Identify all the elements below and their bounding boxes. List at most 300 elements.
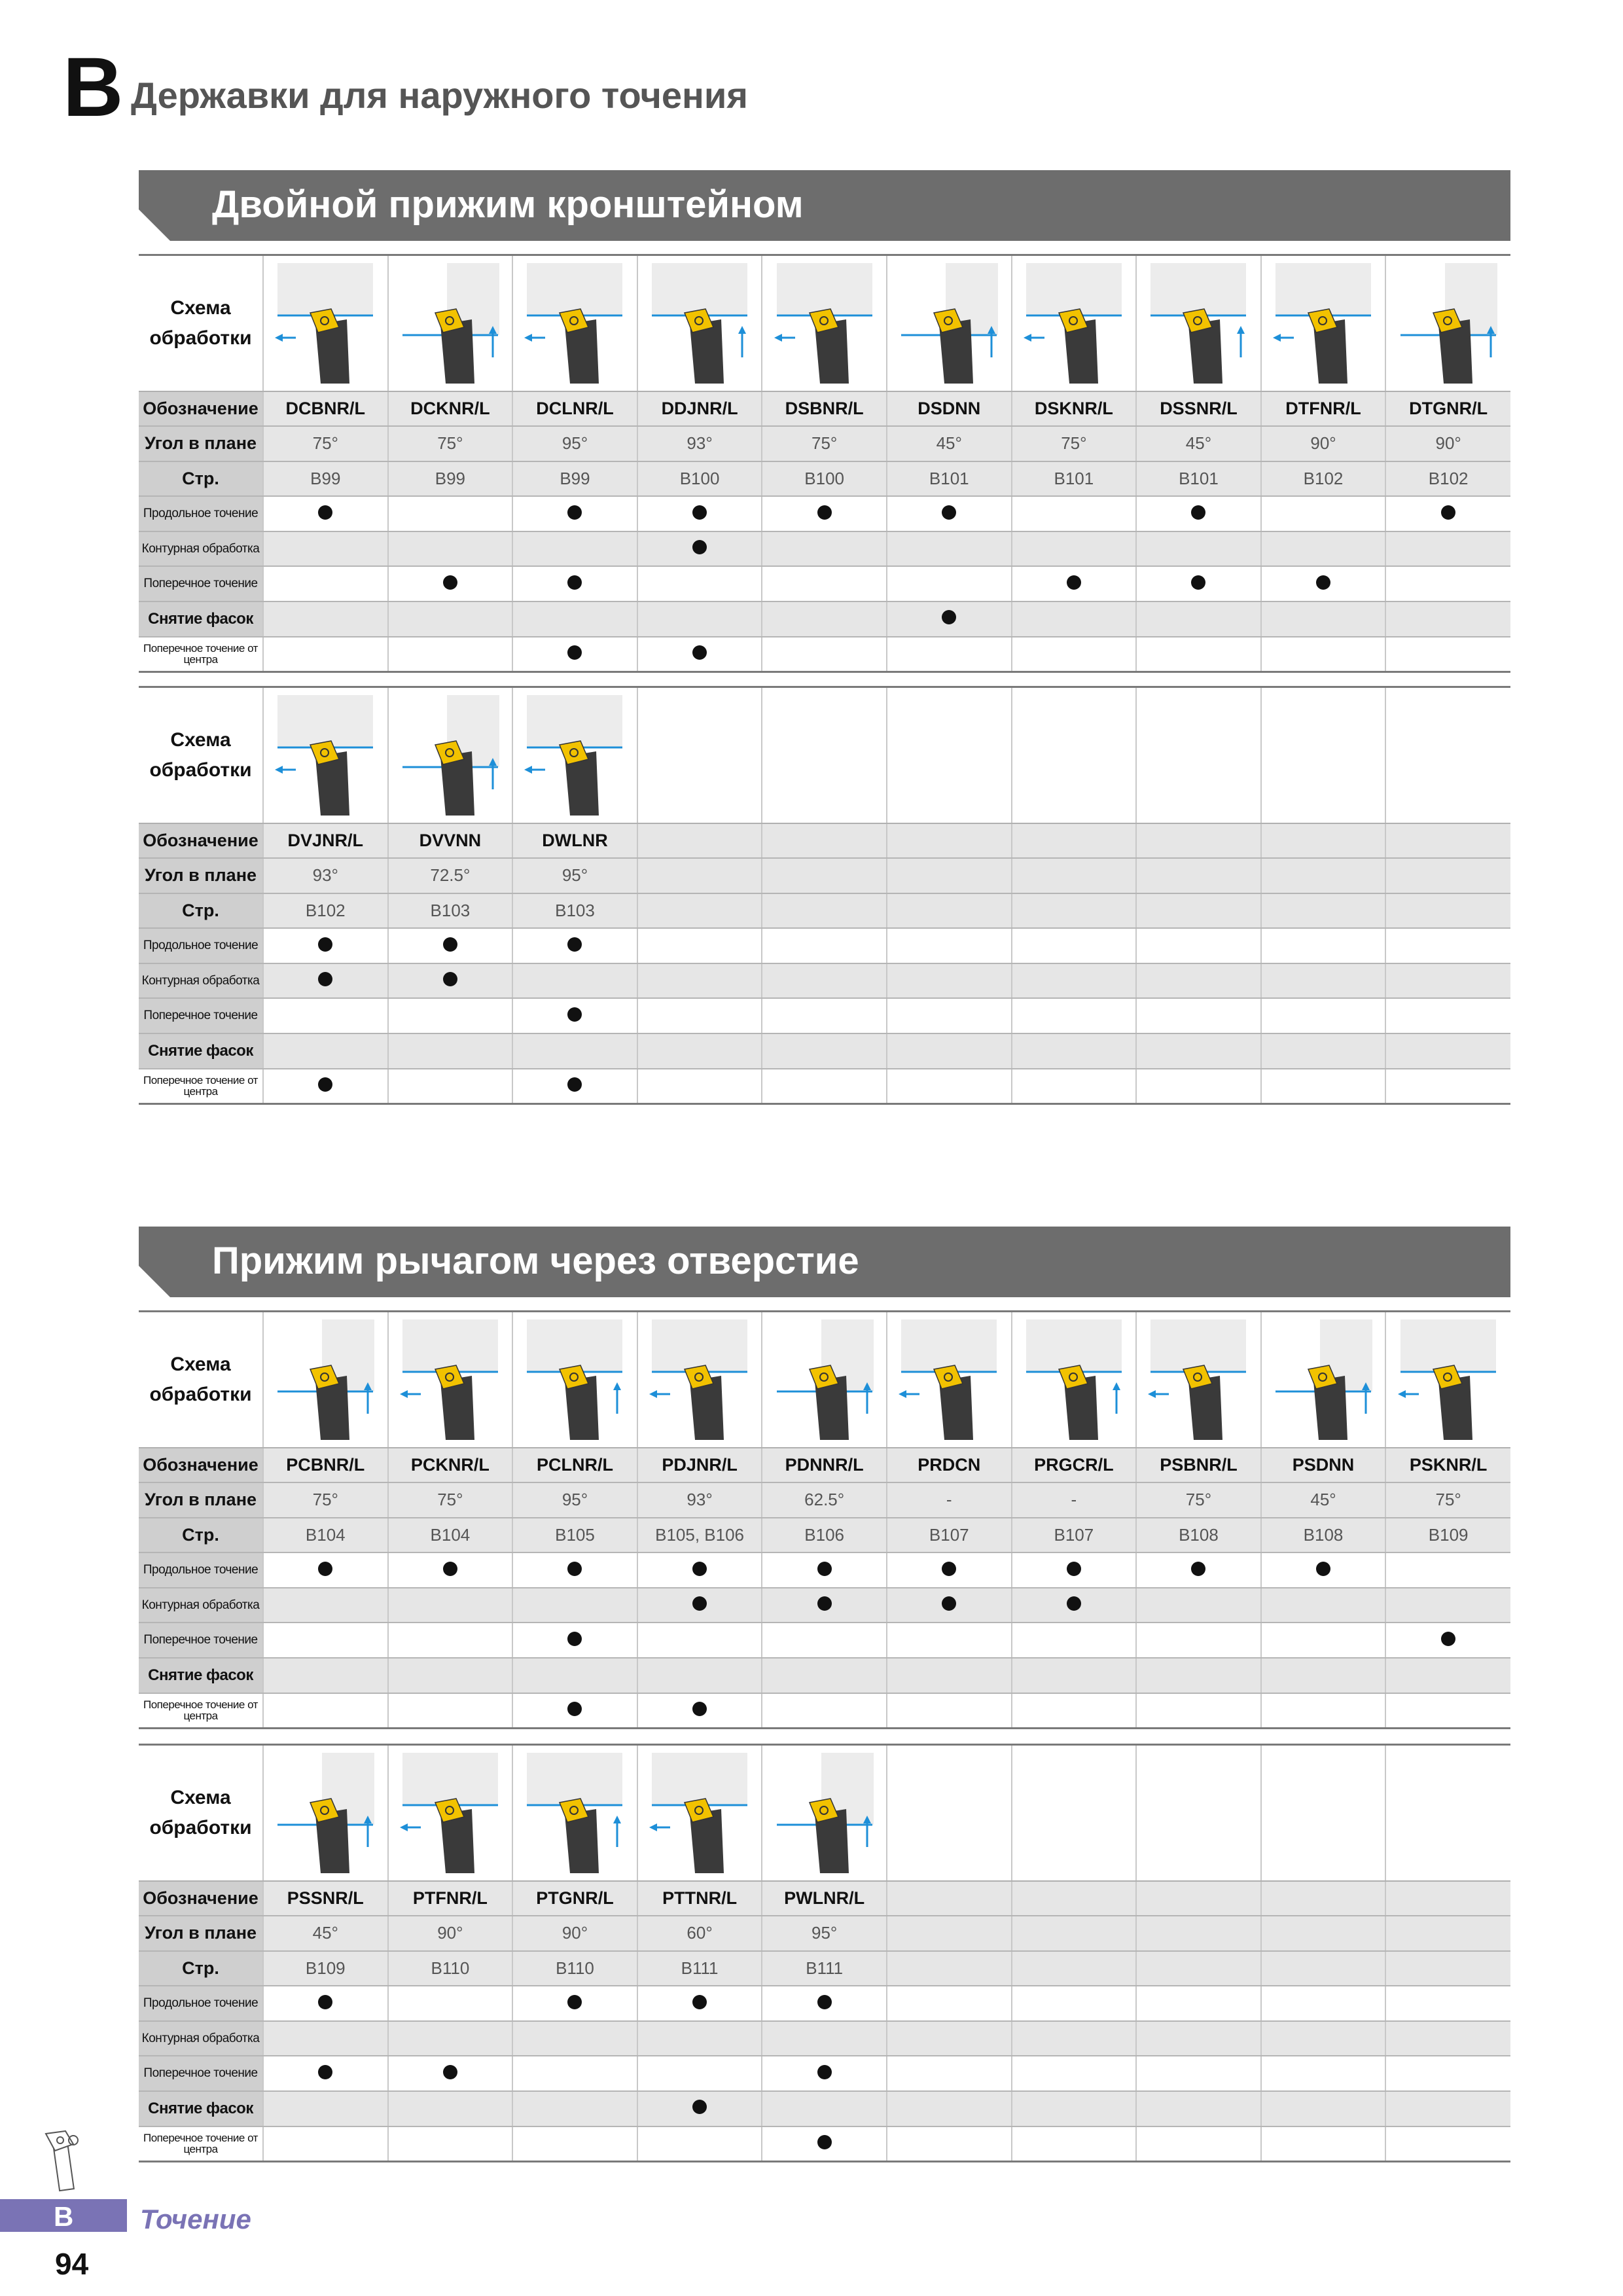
tool-code: DCKNR/L — [388, 391, 513, 427]
op-cell — [1136, 2091, 1261, 2126]
applicable-dot-icon — [318, 505, 332, 520]
op-cell — [1012, 998, 1137, 1033]
tool-page: B100 — [762, 461, 887, 497]
op-cell — [263, 1588, 388, 1623]
row-label-chamfer: Снятие фасок — [139, 601, 263, 637]
row-label-longitudinal: Продольное точение — [139, 1552, 263, 1588]
tool-table-1b — [139, 686, 1510, 1105]
row-label-contour: Контурная обработка — [139, 963, 263, 999]
op-cell — [1012, 1069, 1137, 1104]
tool-code: DSDNN — [887, 391, 1012, 427]
tool-schematic-icon — [769, 259, 880, 387]
row-label-angle: Угол в плане — [139, 1482, 263, 1518]
empty-cell — [1261, 1916, 1386, 1951]
tool-table-2b — [139, 1744, 1510, 2162]
op-cell — [1012, 496, 1137, 531]
op-cell — [762, 1069, 887, 1104]
op-cell — [762, 1693, 887, 1729]
op-cell — [762, 963, 887, 999]
tool-schematic — [388, 1745, 513, 1881]
tool-angle: 75° — [1012, 426, 1137, 461]
op-cell — [1012, 1552, 1137, 1588]
empty-cell — [1385, 1951, 1510, 1986]
tool-angle: 75° — [1136, 1482, 1261, 1518]
applicable-dot-icon — [817, 2065, 832, 2079]
applicable-dot-icon — [817, 1995, 832, 2009]
tool-code: DSBNR/L — [762, 391, 887, 427]
applicable-dot-icon — [1067, 1596, 1081, 1611]
chapter-tab-letter: B — [54, 2201, 74, 2232]
applicable-dot-icon — [318, 1995, 332, 2009]
applicable-dot-icon — [1191, 505, 1205, 520]
op-cell — [1012, 531, 1137, 567]
op-cell — [1385, 1986, 1510, 2021]
row-label-chamfer: Снятие фасок — [139, 2091, 263, 2126]
tool-schematic-icon — [395, 1749, 506, 1877]
tool-schematic-icon — [1268, 1316, 1379, 1444]
tool-page: B101 — [1012, 461, 1137, 497]
tool-schematic-icon — [1143, 259, 1254, 387]
row-label-designation: Обозначение — [139, 1448, 263, 1483]
applicable-dot-icon — [817, 505, 832, 520]
op-cell — [637, 998, 762, 1033]
op-cell — [887, 2021, 1012, 2056]
applicable-dot-icon — [1067, 1562, 1081, 1576]
op-cell — [263, 928, 388, 963]
op-cell — [637, 496, 762, 531]
op-cell — [762, 1986, 887, 2021]
op-cell — [1385, 928, 1510, 963]
page-title: Державки для наружного точения — [131, 75, 748, 116]
tool-angle: 60° — [637, 1916, 762, 1951]
op-cell — [1136, 1658, 1261, 1693]
row-label-chamfer: Снятие фасок — [139, 1033, 263, 1069]
row-label-scheme: Схема обработки — [139, 1312, 263, 1448]
op-cell — [1012, 1623, 1137, 1658]
tool-page: B101 — [1136, 461, 1261, 497]
tool-page: B108 — [1136, 1518, 1261, 1553]
applicable-dot-icon — [692, 1562, 707, 1576]
op-cell — [263, 566, 388, 601]
op-cell — [1012, 2021, 1137, 2056]
op-cell — [1136, 2056, 1261, 2091]
row-label-contour: Контурная обработка — [139, 1588, 263, 1623]
tool-code: DSKNR/L — [1012, 391, 1137, 427]
op-cell — [762, 1033, 887, 1069]
empty-cell — [1385, 1916, 1510, 1951]
tool-schematic — [637, 1312, 762, 1448]
op-cell — [637, 566, 762, 601]
op-cell — [637, 1658, 762, 1693]
tool-angle: 90° — [1261, 426, 1386, 461]
tool-schematic-icon — [395, 259, 506, 387]
empty-cell — [1261, 893, 1386, 929]
op-cell — [1261, 1658, 1386, 1693]
empty-cell — [1261, 823, 1386, 859]
tool-angle: - — [887, 1482, 1012, 1518]
op-cell — [512, 1693, 637, 1729]
op-cell — [263, 2091, 388, 2126]
tool-table-1a — [139, 254, 1510, 673]
tool-code: PTFNR/L — [388, 1881, 513, 1916]
op-cell — [637, 928, 762, 963]
row-label-chamfer: Снятие фасок — [139, 1658, 263, 1693]
applicable-dot-icon — [318, 1077, 332, 1092]
op-cell — [512, 1986, 637, 2021]
tool-angle: 90° — [388, 1916, 513, 1951]
section-banner-1 — [139, 170, 1510, 241]
tool-schematic-icon — [644, 1316, 755, 1444]
empty-cell — [762, 687, 887, 823]
applicable-dot-icon — [1441, 505, 1455, 520]
op-cell — [1136, 531, 1261, 567]
tool-angle: 45° — [263, 1916, 388, 1951]
op-cell — [388, 496, 513, 531]
empty-cell — [1136, 1916, 1261, 1951]
tool-angle: 45° — [1136, 426, 1261, 461]
tool-page: B109 — [1385, 1518, 1510, 1553]
tool-code: PCLNR/L — [512, 1448, 637, 1483]
op-cell — [1012, 637, 1137, 672]
tool-angle: 75° — [263, 426, 388, 461]
row-label-designation: Обозначение — [139, 391, 263, 427]
tool-schematic — [263, 687, 388, 823]
op-cell — [512, 1588, 637, 1623]
tool-page: B103 — [512, 893, 637, 929]
empty-cell — [1136, 1881, 1261, 1916]
tool-angle: 75° — [263, 1482, 388, 1518]
tool-page: B107 — [1012, 1518, 1137, 1553]
tool-schematic-icon — [769, 1316, 880, 1444]
op-cell — [887, 2056, 1012, 2091]
op-cell — [263, 1658, 388, 1693]
empty-cell — [1261, 1745, 1386, 1881]
applicable-dot-icon — [567, 1632, 582, 1646]
tool-code: PTTNR/L — [637, 1881, 762, 1916]
section-banner-2 — [139, 1227, 1510, 1297]
op-cell — [263, 2021, 388, 2056]
op-cell — [1012, 1658, 1137, 1693]
page-number: 94 — [55, 2247, 89, 2281]
tool-schematic-icon — [270, 1749, 381, 1877]
op-cell — [887, 1069, 1012, 1104]
applicable-dot-icon — [1441, 1632, 1455, 1646]
tool-code: DCBNR/L — [263, 391, 388, 427]
section-title: Прижим рычагом через отверстие — [212, 1240, 859, 1282]
row-label-transverse: Поперечное точение — [139, 2056, 263, 2091]
empty-cell — [1136, 1745, 1261, 1881]
op-cell — [1385, 1069, 1510, 1104]
tool-page: B99 — [512, 461, 637, 497]
tool-angle: 95° — [512, 858, 637, 893]
op-cell — [1385, 531, 1510, 567]
turning-tool-icon — [39, 2127, 92, 2196]
op-cell — [637, 963, 762, 999]
applicable-dot-icon — [567, 1007, 582, 1022]
tool-code: PTGNR/L — [512, 1881, 637, 1916]
op-cell — [512, 1658, 637, 1693]
op-cell — [887, 1623, 1012, 1658]
tool-angle: 75° — [388, 426, 513, 461]
applicable-dot-icon — [692, 2100, 707, 2114]
op-cell — [887, 1033, 1012, 1069]
tool-page: B111 — [637, 1951, 762, 1986]
tool-schematic — [263, 1312, 388, 1448]
tool-page: B105, B106 — [637, 1518, 762, 1553]
op-cell — [1385, 2056, 1510, 2091]
applicable-dot-icon — [817, 1596, 832, 1611]
tool-code: DCLNR/L — [512, 391, 637, 427]
empty-cell — [1261, 1881, 1386, 1916]
applicable-dot-icon — [692, 540, 707, 554]
op-cell — [512, 2021, 637, 2056]
tool-code: DVVNN — [388, 823, 513, 859]
tool-page: B101 — [887, 461, 1012, 497]
op-cell — [762, 2056, 887, 2091]
tool-code: DDJNR/L — [637, 391, 762, 427]
row-label-contour: Контурная обработка — [139, 531, 263, 567]
op-cell — [762, 1552, 887, 1588]
op-cell — [1261, 1069, 1386, 1104]
op-cell — [263, 1069, 388, 1104]
applicable-dot-icon — [318, 937, 332, 952]
op-cell — [637, 531, 762, 567]
tool-code: DVJNR/L — [263, 823, 388, 859]
applicable-dot-icon — [567, 1702, 582, 1716]
op-cell — [1261, 496, 1386, 531]
tool-schematic-icon — [1018, 1316, 1130, 1444]
empty-cell — [887, 687, 1012, 823]
op-cell — [1261, 2021, 1386, 2056]
applicable-dot-icon — [817, 1562, 832, 1576]
op-cell — [887, 637, 1012, 672]
op-cell — [512, 998, 637, 1033]
op-cell — [388, 2126, 513, 2162]
row-label-transverse: Поперечное точение — [139, 998, 263, 1033]
chapter-tab-label: Точение — [140, 2204, 251, 2234]
tool-schematic-icon — [270, 691, 381, 819]
op-cell — [1136, 637, 1261, 672]
tool-code: PSSNR/L — [263, 1881, 388, 1916]
op-cell — [637, 1986, 762, 2021]
tool-schematic-icon — [270, 1316, 381, 1444]
op-cell — [1136, 998, 1261, 1033]
empty-cell — [887, 1951, 1012, 1986]
op-cell — [887, 1986, 1012, 2021]
op-cell — [1136, 1552, 1261, 1588]
op-cell — [512, 963, 637, 999]
tool-schematic — [637, 255, 762, 391]
tool-code: PSKNR/L — [1385, 1448, 1510, 1483]
applicable-dot-icon — [567, 1562, 582, 1576]
row-label-longitudinal: Продольное точение — [139, 1986, 263, 2021]
tool-angle: 75° — [762, 426, 887, 461]
applicable-dot-icon — [1067, 575, 1081, 590]
tool-schematic — [388, 1312, 513, 1448]
op-cell — [887, 2126, 1012, 2162]
tool-schematic — [263, 255, 388, 391]
op-cell — [1136, 928, 1261, 963]
row-label-designation: Обозначение — [139, 1881, 263, 1916]
op-cell — [762, 637, 887, 672]
tool-page: B107 — [887, 1518, 1012, 1553]
tool-code: PRGCR/L — [1012, 1448, 1137, 1483]
tool-angle: 93° — [637, 426, 762, 461]
op-cell — [1136, 1693, 1261, 1729]
tool-code: PWLNR/L — [762, 1881, 887, 1916]
tool-schematic — [762, 255, 887, 391]
op-cell — [388, 2021, 513, 2056]
op-cell — [263, 1623, 388, 1658]
empty-cell — [762, 858, 887, 893]
op-cell — [1261, 1693, 1386, 1729]
op-cell — [1261, 637, 1386, 672]
tool-schematic-icon — [1393, 259, 1504, 387]
applicable-dot-icon — [567, 1995, 582, 2009]
empty-cell — [1385, 893, 1510, 929]
row-label-longitudinal: Продольное точение — [139, 496, 263, 531]
op-cell — [1385, 566, 1510, 601]
empty-cell — [1261, 687, 1386, 823]
op-cell — [388, 1033, 513, 1069]
empty-cell — [762, 823, 887, 859]
section-title: Двойной прижим кронштейном — [212, 183, 804, 226]
applicable-dot-icon — [942, 610, 956, 624]
op-cell — [1261, 998, 1386, 1033]
tool-schematic — [762, 1745, 887, 1881]
row-label-longitudinal: Продольное точение — [139, 928, 263, 963]
empty-cell — [1385, 823, 1510, 859]
op-cell — [263, 531, 388, 567]
empty-cell — [887, 858, 1012, 893]
op-cell — [512, 928, 637, 963]
op-cell — [512, 496, 637, 531]
op-cell — [388, 1623, 513, 1658]
empty-cell — [887, 823, 1012, 859]
op-cell — [637, 601, 762, 637]
applicable-dot-icon — [318, 2065, 332, 2079]
tool-schematic — [887, 255, 1012, 391]
op-cell — [887, 1658, 1012, 1693]
op-cell — [263, 1986, 388, 2021]
op-cell — [1136, 1623, 1261, 1658]
tool-code: PCKNR/L — [388, 1448, 513, 1483]
op-cell — [263, 963, 388, 999]
op-cell — [1012, 566, 1137, 601]
applicable-dot-icon — [567, 645, 582, 660]
op-cell — [1261, 531, 1386, 567]
op-cell — [512, 2126, 637, 2162]
op-cell — [887, 1588, 1012, 1623]
op-cell — [887, 496, 1012, 531]
op-cell — [637, 637, 762, 672]
tool-schematic-icon — [519, 691, 630, 819]
tool-schematic — [1385, 255, 1510, 391]
op-cell — [887, 2091, 1012, 2126]
tool-schematic-icon — [519, 1749, 630, 1877]
tool-angle: 75° — [388, 1482, 513, 1518]
tool-code: DTFNR/L — [1261, 391, 1386, 427]
empty-cell — [1012, 858, 1137, 893]
tool-schematic-icon — [270, 259, 381, 387]
op-cell — [512, 637, 637, 672]
tool-schematic-icon — [1393, 1316, 1504, 1444]
op-cell — [887, 998, 1012, 1033]
tool-schematic — [263, 1745, 388, 1881]
op-cell — [388, 928, 513, 963]
empty-cell — [637, 687, 762, 823]
tool-schematic-icon — [395, 691, 506, 819]
op-cell — [762, 928, 887, 963]
tool-schematic — [1012, 255, 1137, 391]
tool-schematic — [512, 1312, 637, 1448]
tool-page: B108 — [1261, 1518, 1386, 1553]
op-cell — [637, 1552, 762, 1588]
tool-schematic — [1385, 1312, 1510, 1448]
tool-page: B99 — [263, 461, 388, 497]
op-cell — [1012, 963, 1137, 999]
applicable-dot-icon — [567, 575, 582, 590]
tool-page: B105 — [512, 1518, 637, 1553]
applicable-dot-icon — [443, 972, 457, 986]
tool-angle: 90° — [512, 1916, 637, 1951]
tool-code: PCBNR/L — [263, 1448, 388, 1483]
tool-page: B99 — [388, 461, 513, 497]
op-cell — [1012, 1986, 1137, 2021]
tool-schematic — [637, 1745, 762, 1881]
op-cell — [263, 601, 388, 637]
empty-cell — [1136, 687, 1261, 823]
op-cell — [637, 1069, 762, 1104]
tool-angle: 62.5° — [762, 1482, 887, 1518]
op-cell — [388, 1552, 513, 1588]
op-cell — [762, 601, 887, 637]
op-cell — [637, 2091, 762, 2126]
op-cell — [1012, 1033, 1137, 1069]
op-cell — [512, 1623, 637, 1658]
op-cell — [388, 566, 513, 601]
op-cell — [512, 1069, 637, 1104]
row-label-transverse: Поперечное точение — [139, 1623, 263, 1658]
empty-cell — [1261, 858, 1386, 893]
empty-cell — [1136, 858, 1261, 893]
empty-cell — [887, 1745, 1012, 1881]
op-cell — [762, 1623, 887, 1658]
tool-page: B104 — [263, 1518, 388, 1553]
empty-cell — [637, 823, 762, 859]
empty-cell — [1385, 858, 1510, 893]
tool-angle: 72.5° — [388, 858, 513, 893]
row-label-angle: Угол в плане — [139, 426, 263, 461]
op-cell — [1261, 963, 1386, 999]
tool-page: B100 — [637, 461, 762, 497]
op-cell — [1136, 1069, 1261, 1104]
tool-page: B102 — [263, 893, 388, 929]
op-cell — [1261, 1986, 1386, 2021]
row-label-page: Стр. — [139, 461, 263, 497]
op-cell — [1136, 601, 1261, 637]
row-label-center_facing: Поперечное точение от центра — [139, 637, 263, 672]
op-cell — [1012, 2126, 1137, 2162]
op-cell — [887, 963, 1012, 999]
op-cell — [887, 601, 1012, 637]
op-cell — [512, 1552, 637, 1588]
op-cell — [1261, 601, 1386, 637]
op-cell — [388, 2056, 513, 2091]
op-cell — [1012, 2056, 1137, 2091]
tool-angle: 95° — [512, 1482, 637, 1518]
tool-schematic-icon — [1143, 1316, 1254, 1444]
